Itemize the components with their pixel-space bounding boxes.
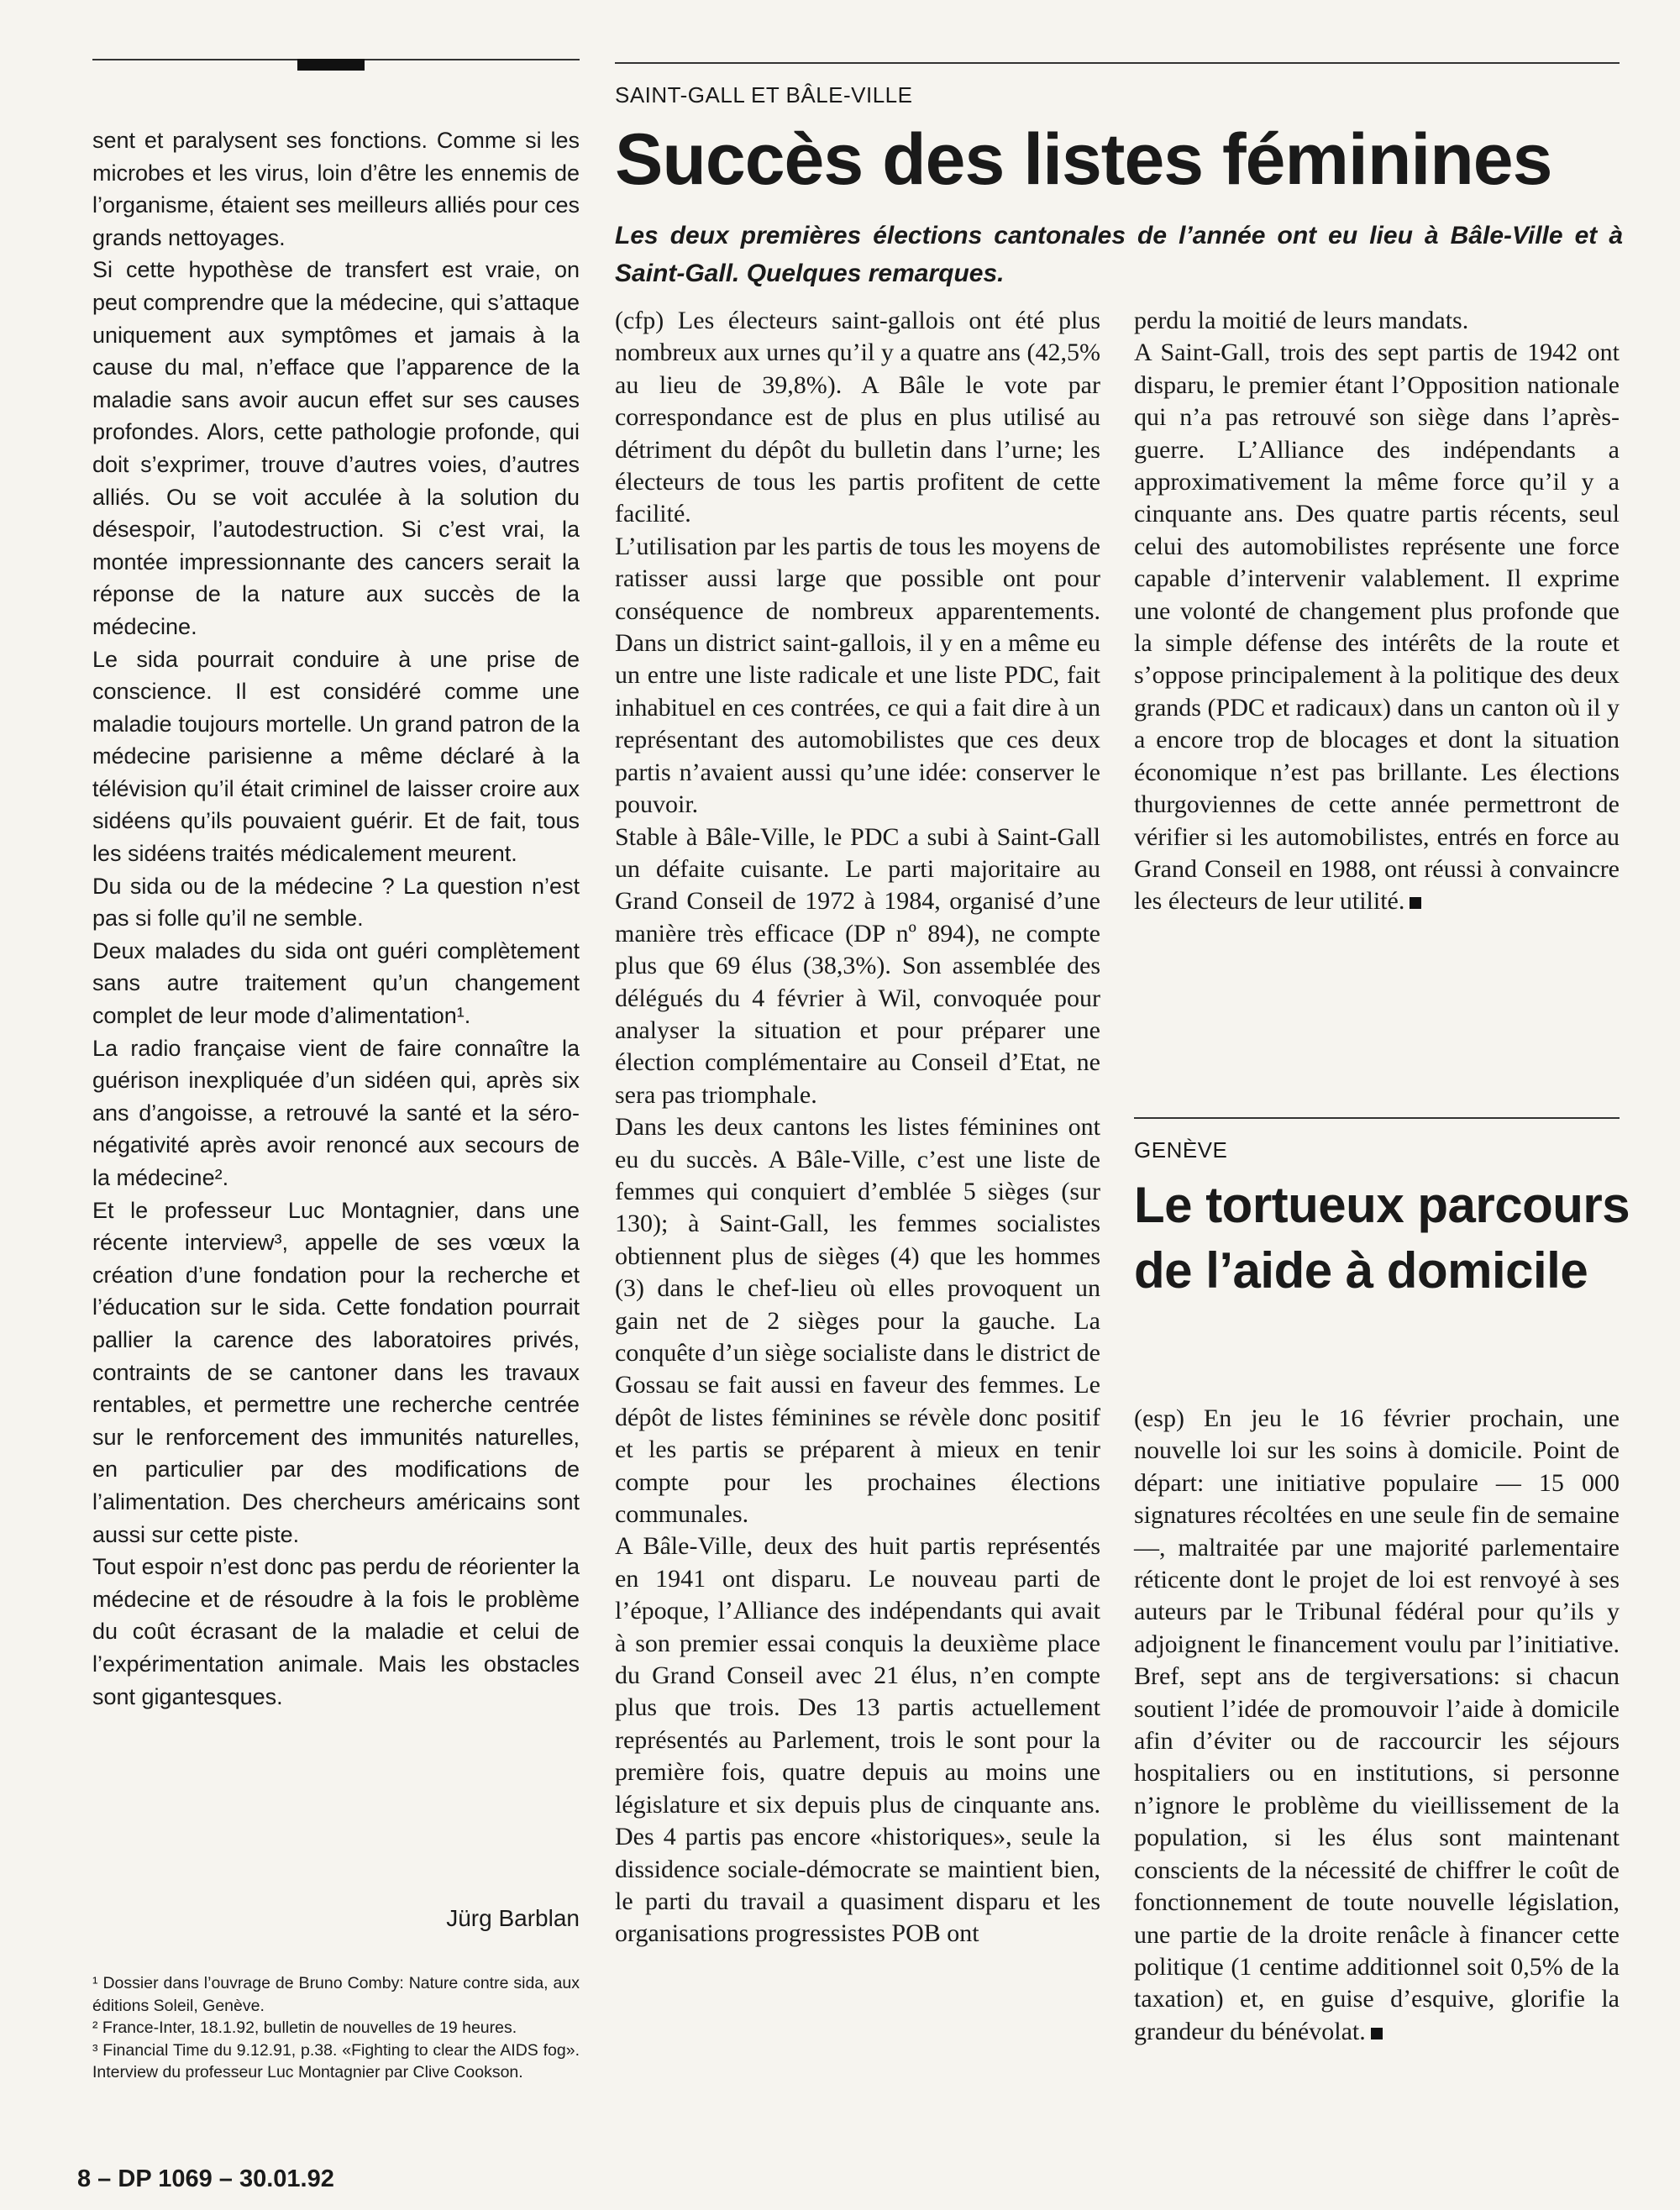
author-signature: Jürg Barblan	[446, 1905, 580, 1931]
paragraph: L’utilisation par les partis de tous les moyens de ratisser aussi large que possible ont pour conséquence de nombreux apparentements. Dans un district saint-gallois, il y en a même eu un entre une liste radicale et une liste PDC, fait inhabituel en ces contrées, ce qui a fait dire à un représentant des automobilistes que ces deux partis n’avaient aussi qu’une idée: conserver le pouvoir.	[615, 532, 1100, 819]
paragraph: La radio française vient de faire connaître la guérison inexpliquée d’un sidéen qui, après six ans d’angoisse, a retrouvé la santé et la séro-négativité après avoir renoncé aux secours de la médecine².	[92, 1035, 580, 1190]
paragraph-text: A Saint-Gall, trois des sept partis de 1942 ont disparu, le premier étant l’Opposition nationale qui n’a pas retrouvé son siège dans l’après-guerre. L’Alliance des indépendants a approximativement la même force qu’il y a cinquante ans. Des quatre partis récents, seul celui des automobilistes représente une force capable d’intervenir valablement. Il exprime une volonté de changement plus profonde que la simple défense des intérêts de la route et s’oppose principalement à la politique des deux grands (PDC et radicaux) dans un canton où il y a encore trop de blocages et dont la situation économique n’est pas brillante. Les élections thurgoviennes de cette année permettront de vérifier si les automobilistes, entrés en force au Grand Conseil en 1988, ont réussi à convaincre les électeurs de leur utilité.	[1134, 339, 1620, 916]
footnote: ¹ Dossier dans l’ouvrage de Bruno Comby: Nature contre sida, aux éditions Soleil, Genève.	[92, 1974, 580, 2015]
article1-column-1	[615, 305, 1100, 1950]
paragraph: perdu la moitié de leurs mandats.	[1134, 307, 1469, 334]
section-marker	[297, 59, 365, 71]
paragraph: A Bâle-Ville, deux des huit partis représentés en 1941 ont disparu. Le nouveau parti de l’époque, l’Alliance des indépendants qui avait à son premier essai conquis la deuxième place du Grand Conseil avec 21 élus, n’en compte plus que trois. Des 13 partis actuellement représentés au Parlement, trois le sont pour la première fois, quatre depuis au moins une législature et six depuis plus de cinquante ans. Des 4 partis pas encore «historiques», seule la dissidence sociale-démocrate se maintient bien, le parti du travail a quasiment disparu et les organisations progressistes POB ont	[615, 1532, 1100, 1948]
footnote: ² France-Inter, 18.1.92, bulletin de nouvelles de 19 heures.	[92, 2018, 517, 2037]
article2-kicker: GENÈVE	[1134, 1137, 1228, 1163]
paragraph: Et le professeur Luc Montagnier, dans une récente interview³, appelle de ses vœux la création d’une fondation pour la recherche et l’éducation sur le sida. Cette fondation pourrait pallier la carence des laboratoires privés, contraints de se cantoner dans les travaux rentables, et permettre une recherche centrée sur le renforcement des immunités naturelles, en particulier par des modifications de l’alimentation. Des chercheurs américains sont aussi sur cette piste.	[92, 1197, 580, 1547]
paragraph: Tout espoir n’est donc pas perdu de réorienter la médecine et de résoudre à la fois le problème du coût écrasant de la maladie et celui de l’expérimentation animale. Mais les obstacles sont gigantesques.	[92, 1554, 580, 1709]
article1-column-2	[1134, 305, 1620, 918]
paragraph: Du sida ou de la médecine ? La question n’est pas si folle qu’il ne semble.	[92, 873, 580, 932]
paragraph: Deux malades du sida ont guéri complètement sans autre traitement qu’un changement complet de leur mode d’alimentation¹.	[92, 937, 580, 1029]
paragraph: Stable à Bâle-Ville, le PDC a subi à Saint-Gall un défaite cuisante. Le parti majoritaire au Grand Conseil de 1972 à 1984, organisé d’une manière très efficace (DP nº 894), ne compte plus que 69 élus (38,3%). Son assemblée des délégués du 4 février à Wil, convoquée pour analyser la situation et pour préparer une élection complémentaire au Conseil d’Etat, ne sera pas triomphale.	[615, 822, 1100, 1109]
end-of-article-icon	[1371, 2028, 1383, 2039]
paragraph: Le sida pourrait conduire à une prise de conscience. Il est considéré comme une maladie toujours mortelle. Un grand patron de la médecine parisienne a même déclaré à la télévision qu’il était criminel de laisser croire aux sidéens qu’ils pouvaient guérir. Et de fait, tous les sidéens traités médicalement meurent.	[92, 646, 580, 867]
article2-body	[1134, 1403, 1620, 2048]
left-column-article	[92, 124, 580, 1713]
end-of-article-icon	[1410, 897, 1421, 909]
article1-kicker: SAINT-GALL ET BÂLE-VILLE	[615, 82, 913, 108]
footnote: ³ Financial Time du 9.12.91, p.38. «Fighting to clear the AIDS fog». Interview du professeur Luc Montagnier par Clive Cookson.	[92, 2040, 580, 2081]
paragraph-text: (esp) En jeu le 16 février prochain, une nouvelle loi sur les soins à domicile. Point de départ: une initiative populaire — 15 000 signatures récoltées en une seule fin de semaine —, maltraitée par une majorité parlementaire réticente dont le projet de loi est renvoyé à ses auteurs par le Tribunal fédéral pour qu’ils y adjoignent le financement voulu par l’initiative. Bref, sept ans de tergiversations: si chacun soutient l’idée de promouvoir l’aide à domicile afin d’éviter ou de raccourcir les séjours hospitaliers ou en institutions, si personne n’ignore le problème du vieillissement de la population, si les élus sont maintenant conscients de la nécessité de chiffrer le coût de fonctionnement de toute nouvelle législation, une partie de la droite renâcle à financer cette politique (1 centime additionnel soit 0,5% de la taxation) et, en guise d’esquive, glorifie la grandeur du bénévolat.	[1134, 1404, 1620, 2045]
page-footer: 8 – DP 1069 – 30.01.92	[77, 2165, 334, 2192]
paragraph: sent et paralysent ses fonctions. Comme si les microbes et les virus, loin d’être les ennemis de l’organisme, étaient ses meilleurs alliés pour ces grands nettoyages.	[92, 128, 580, 250]
top-rule-right	[615, 62, 1620, 64]
paragraph: Si cette hypothèse de transfert est vraie, on peut comprendre que la médecine, qui s’attaque uniquement aux symptômes et jamais à la cause du mal, n’efface que l’apparence de la maladie sans avoir aucun effet sur ses causes profondes. Alors, cette pathologie profonde, qui doit s’exprimer, trouve d’autres voies, d’autres alliés. Ou se voit acculée à la solution du désespoir, l’autodestruction. Si c’est vrai, la montée impressionnante des cancers serait la réponse de la nature aux succès de la médecine.	[92, 257, 580, 639]
article2-top-rule	[1134, 1117, 1620, 1119]
article1-standfirst: Les deux premières élections cantonales de l’année ont eu lieu à Bâle-Ville et à Saint-Gall. Quelques remarques.	[615, 222, 1623, 287]
paragraph	[1134, 337, 1620, 917]
article1-headline: Succès des listes féminines	[615, 119, 1552, 200]
paragraph	[1134, 1403, 1620, 2048]
paragraph: (cfp) Les électeurs saint-gallois ont été plus nombreux aux urnes qu’il y a quatre ans (42,5% au lieu de 39,8%). A Bâle le vote par correspondance est de plus en plus utilisé au détriment du dépôt du bulletin dans l’urne; les électeurs de tous les partis profitent de cette facilité.	[615, 307, 1100, 528]
article2-headline: Le tortueux parcours de l’aide à domicile	[1134, 1177, 1630, 1299]
paragraph: Dans les deux cantons les listes féminines ont eu du succès. A Bâle-Ville, c’est une liste de femmes qui conquiert d’emblée 5 sièges (sur 130); à Saint-Gall, les femmes socialistes obtiennent plus de sièges (4) que les hommes (3) dans le chef-lieu où elles provoquent un gain net de 2 sièges pour la gauche. La conquête d’un siège socialiste dans le district de Gossau se fait aussi en faveur des femmes. Le dépôt de listes féminines se révèle donc positif et les partis se préparent à mieux en tenir compte pour les prochaines élections communales.	[615, 1113, 1100, 1529]
footnotes	[92, 1972, 580, 2084]
